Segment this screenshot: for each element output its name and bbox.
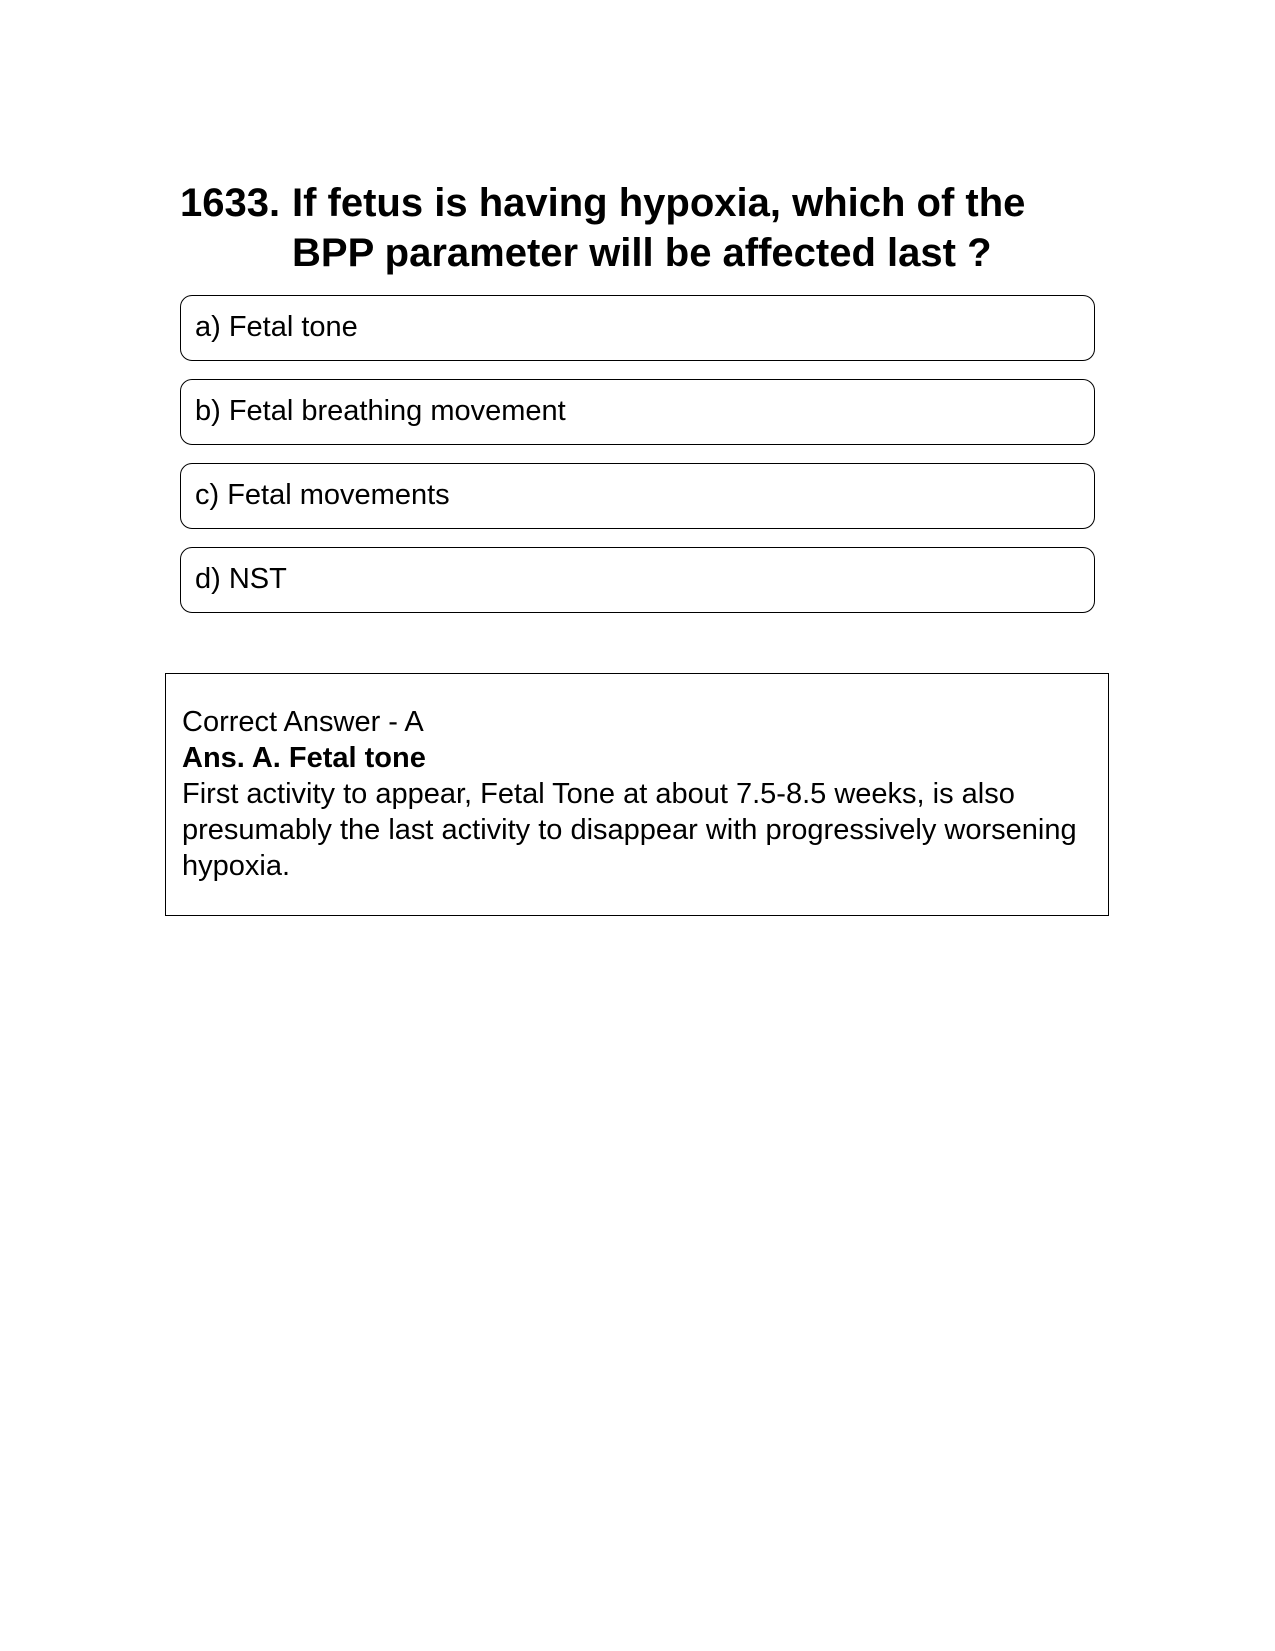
answer-heading: Ans. A. Fetal tone bbox=[182, 742, 426, 774]
option-c[interactable]: c) Fetal movements bbox=[180, 463, 1095, 529]
question bbox=[180, 178, 1100, 278]
question-text: If fetus is having hypoxia, which of the BPP parameter will be affected last ? bbox=[292, 181, 1026, 275]
answer-box bbox=[165, 673, 1109, 916]
question-number: 1633. bbox=[180, 181, 281, 225]
option-b[interactable]: b) Fetal breathing movement bbox=[180, 379, 1095, 445]
correct-answer: Correct Answer - A bbox=[182, 706, 424, 738]
option-a[interactable]: a) Fetal tone bbox=[180, 295, 1095, 361]
answer-explanation: First activity to appear, Fetal Tone at about 7.5-8.5 weeks, is also presumably the last activity to disappear with progressively worsening hypoxia. bbox=[182, 778, 1077, 882]
option-d[interactable]: d) NST bbox=[180, 547, 1095, 613]
